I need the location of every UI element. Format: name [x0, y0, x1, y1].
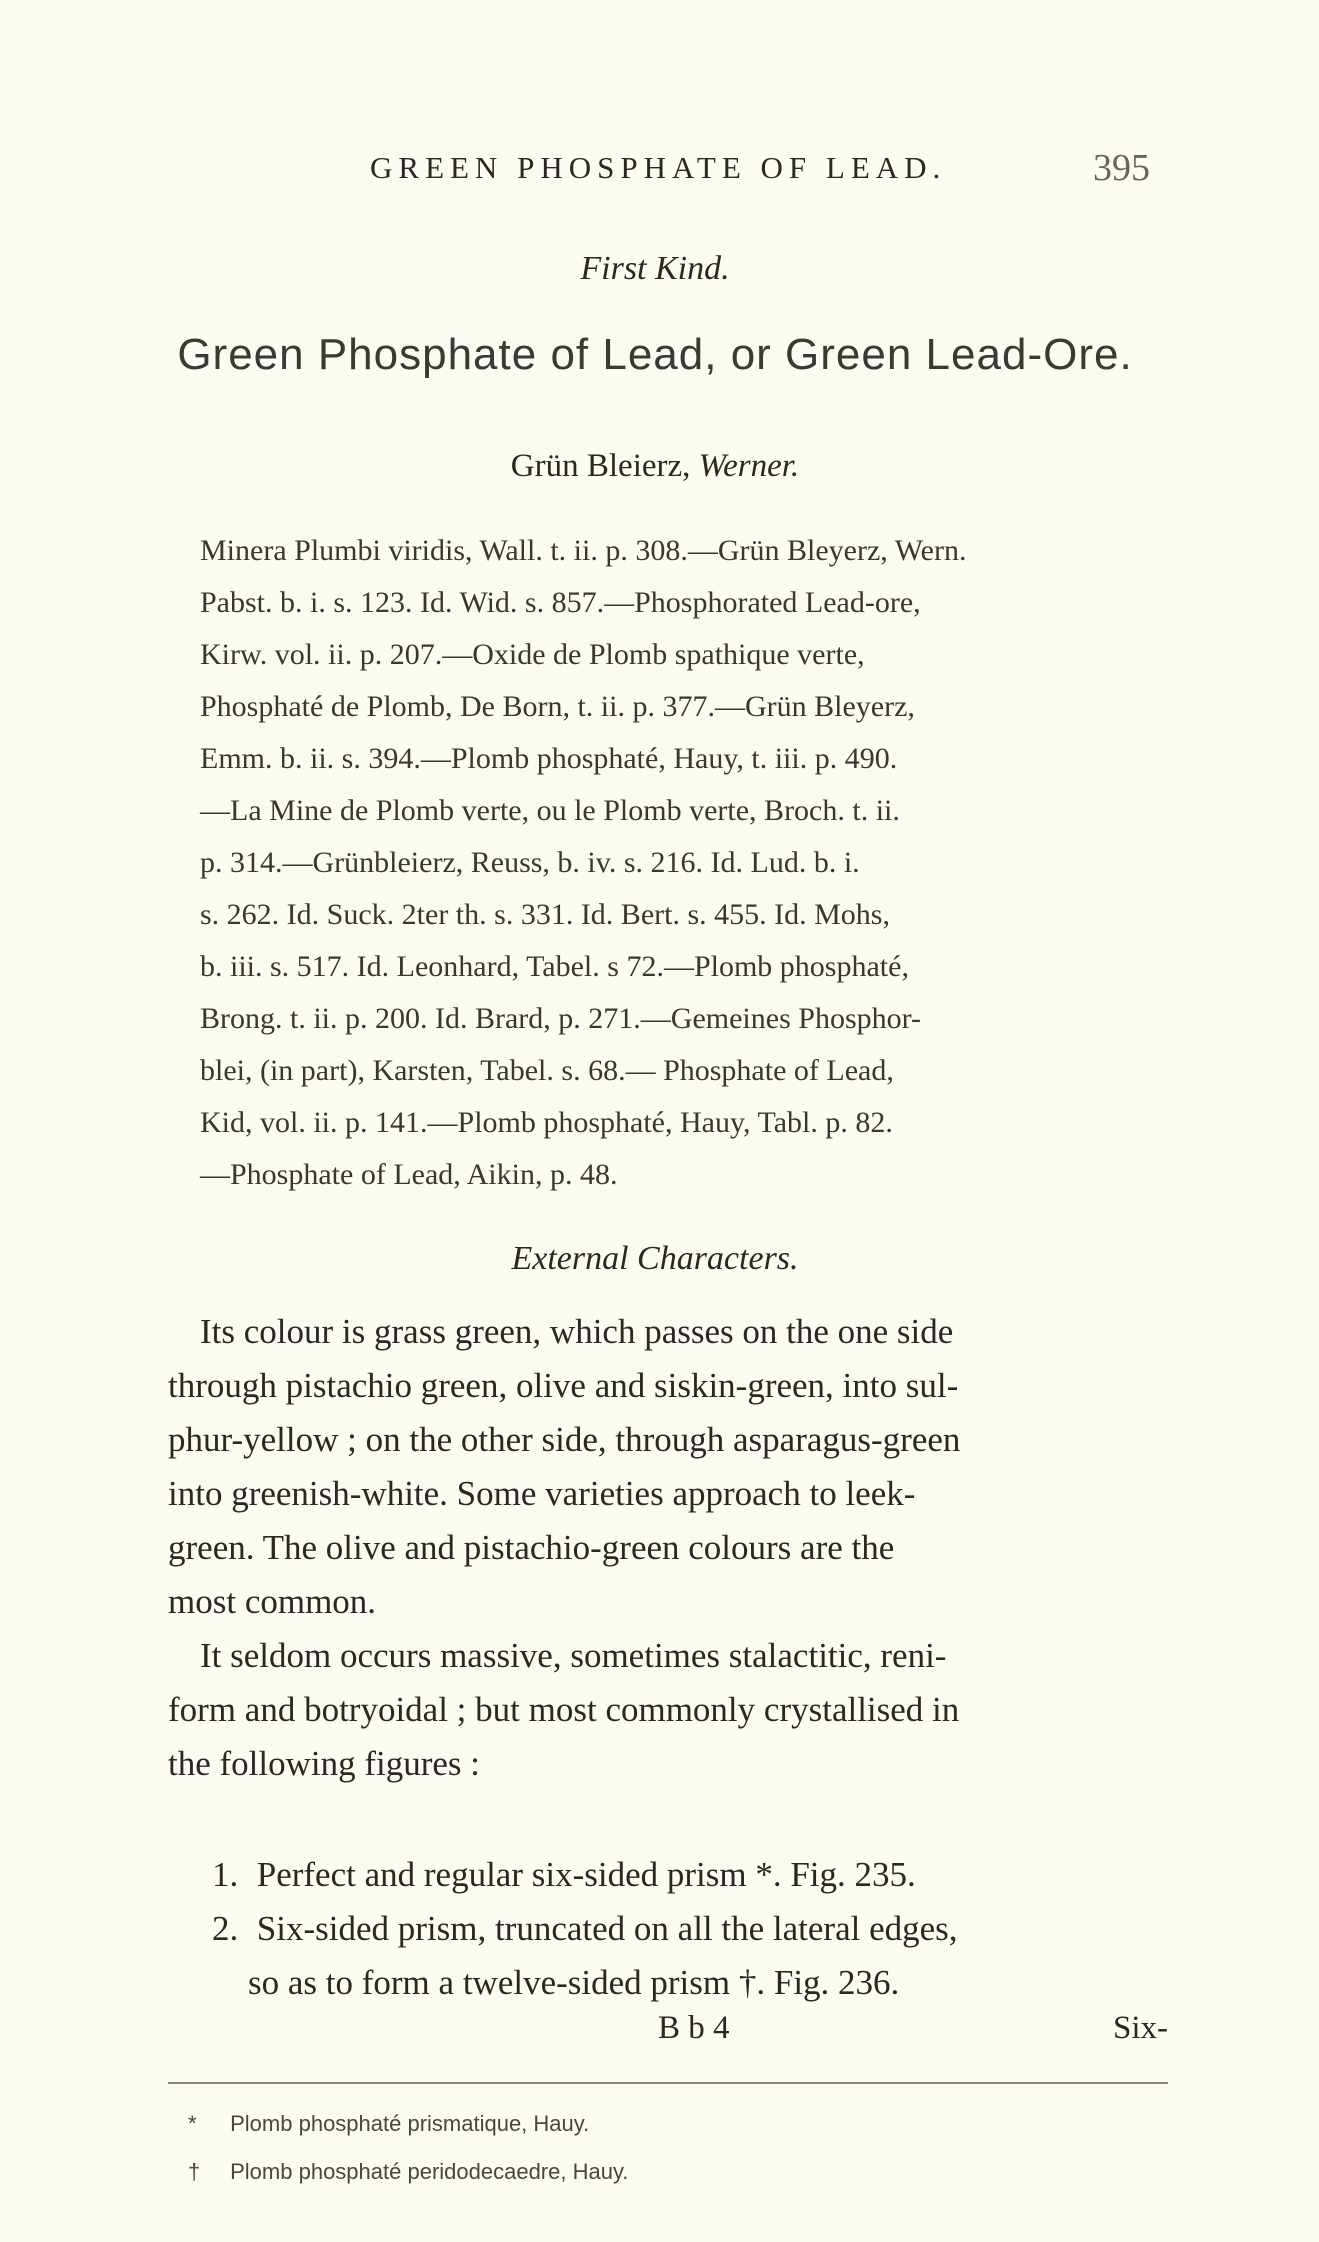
page-header: [180, 147, 1150, 200]
catchword: Six-: [1112, 2010, 1168, 2046]
body-line: Its colour is grass green, which passes on the one side: [200, 1312, 954, 1351]
body-line: green. The olive and pistachio-green colours are the: [168, 1528, 895, 1567]
synonymy-line: Minera Plumbi viridis, Wall. t. ii. p. 308.—Grün Bleyerz, Wern.: [200, 534, 967, 567]
body-line: the following figures :: [168, 1744, 481, 1783]
body-line: form and botryoidal ; but most commonly crystallised in: [168, 1690, 960, 1729]
body-line: It seldom occurs massive, sometimes stalactitic, reni-: [200, 1636, 947, 1675]
printer-signature: B b 4: [658, 2010, 730, 2046]
synonymy-line: s. 262. Id. Suck. 2ter th. s. 331. Id. Bert. s. 455. Id. Mohs,: [200, 898, 890, 931]
list-item-text: Perfect and regular six-sided prism *. Fig. 235.: [256, 1855, 916, 1894]
subtitle-author: Werner.: [698, 448, 800, 484]
body-line: phur-yellow ; on the other side, through asparagus-green: [168, 1420, 961, 1459]
kind-heading: First Kind.: [580, 250, 730, 287]
section-title: Green Phosphate of Lead, or Green Lead-Ore.: [177, 330, 1133, 379]
page-number: 395: [1093, 147, 1150, 189]
body-text: [168, 1305, 1168, 1791]
body-line: most common.: [168, 1582, 377, 1621]
footnote-mark: *: [188, 2111, 197, 2136]
list-item-text: so as to form a twelve-sided prism †. Fig. 236.: [248, 1963, 900, 2002]
synonymy-line: —La Mine de Plomb verte, ou le Plomb verte, Broch. t. ii.: [200, 794, 900, 827]
synonymy-block: [168, 525, 1168, 1201]
footnote-mark: †: [188, 2159, 201, 2184]
synonymy-line: Kirw. vol. ii. p. 207.—Oxide de Plomb spathique verte,: [200, 638, 865, 671]
synonymy-line: Pabst. b. i. s. 123. Id. Wid. s. 857.—Phosphorated Lead-ore,: [200, 586, 921, 619]
synonymy-line: b. iii. s. 517. Id. Leonhard, Tabel. s 72.—Plomb phosphaté,: [200, 950, 909, 983]
running-title: GREEN PHOSPHATE OF LEAD.: [370, 150, 947, 185]
list-item-text: Six-sided prism, truncated on all the lateral edges,: [256, 1909, 958, 1948]
synonymy-line: —Phosphate of Lead, Aikin, p. 48.: [200, 1158, 618, 1191]
synonymy-line: p. 314.—Grünbleierz, Reuss, b. iv. s. 216. Id. Lud. b. i.: [200, 846, 860, 879]
subtitle-text: Grün Bleierz,: [510, 448, 691, 484]
crystal-figures-list: [168, 1848, 1168, 2010]
synonymy-line: Emm. b. ii. s. 394.—Plomb phosphaté, Hauy, t. iii. p. 490.: [200, 742, 898, 775]
list-item-number: 2.: [212, 1909, 239, 1948]
list-item: [168, 1902, 1168, 1956]
list-item: [168, 1848, 1168, 1902]
subtitle: [150, 448, 1160, 485]
footnote: [168, 2100, 1168, 2148]
list-item-number: 1.: [212, 1855, 239, 1894]
external-characters-heading: External Characters.: [511, 1240, 799, 1277]
synonymy-line: Phosphaté de Plomb, De Born, t. ii. p. 377.—Grün Bleyerz,: [200, 690, 915, 723]
footnote-text: Plomb phosphaté peridodecaedre, Hauy.: [230, 2159, 629, 2184]
body-line: through pistachio green, olive and siskin-green, into sul-: [168, 1366, 959, 1405]
synonymy-line: Kid, vol. ii. p. 141.—Plomb phosphaté, Hauy, Tabl. p. 82.: [200, 1106, 893, 1139]
list-item: [168, 1956, 1168, 2010]
footnote: [168, 2148, 1168, 2196]
footnotes: [168, 2100, 1168, 2196]
synonymy-line: blei, (in part), Karsten, Tabel. s. 68.— Phosphate of Lead,: [200, 1054, 894, 1087]
synonymy-line: Brong. t. ii. p. 200. Id. Brard, p. 271.—Gemeines Phosphor-: [200, 1002, 921, 1035]
body-line: into greenish-white. Some varieties approach to leek-: [168, 1474, 916, 1513]
footnote-text: Plomb phosphaté prismatique, Hauy.: [230, 2111, 590, 2136]
footnote-rule: [168, 2082, 1168, 2084]
